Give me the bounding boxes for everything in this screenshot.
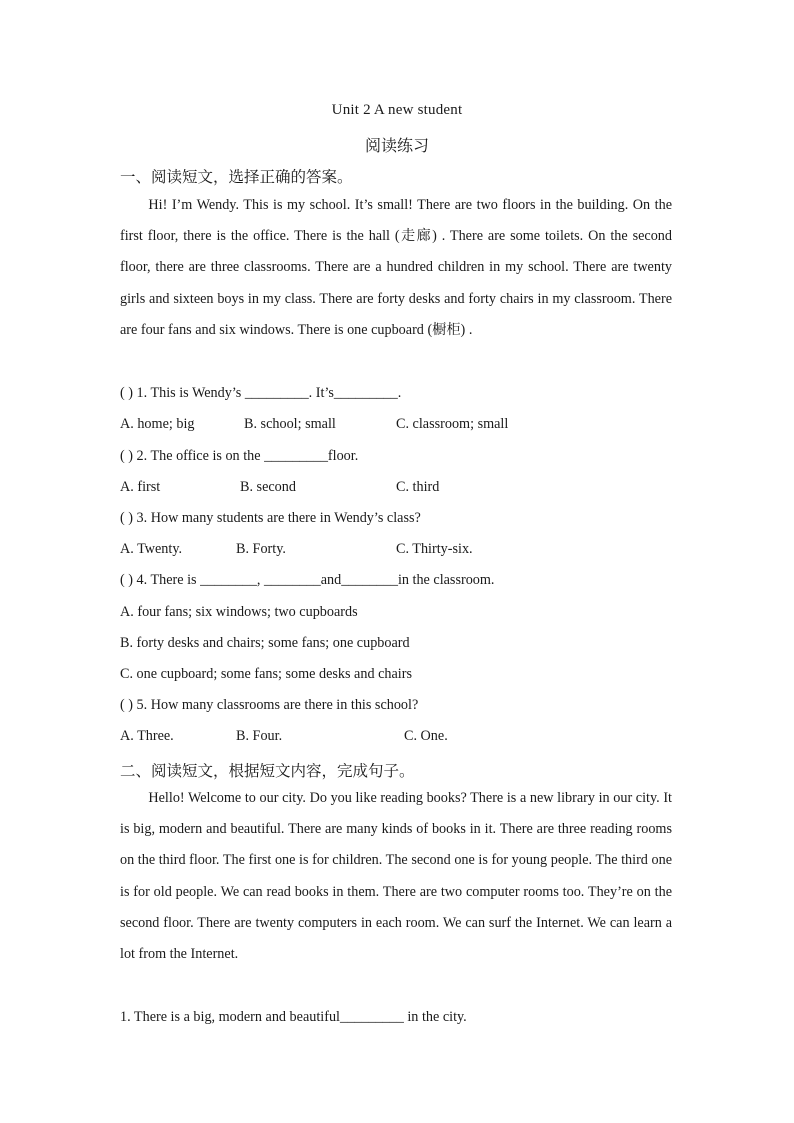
question-4-option-a: A. four fans; six windows; two cupboards <box>120 604 358 620</box>
question-3-option-a: A. Twenty. <box>120 541 183 557</box>
question-1-option-b: B. school; small <box>244 416 336 432</box>
page-title: Unit 2 A new student <box>331 102 463 118</box>
question-2-stem: ( ) 2. The office is on the _________floor. <box>120 448 359 464</box>
question-5-stem: ( ) 5. How many classrooms are there in this school? <box>120 697 419 713</box>
question-4-option-b: B. forty desks and chairs; some fans; one cupboard <box>120 635 410 651</box>
section-1-passage: Hi! I’m Wendy. This is my school. It’s small! There are two floors in the building. On the first floor, there is the office. There is the hall (走廊) . There are some toilets. On the second floor, there are three classrooms. There are a hundred children in my school. There are twenty girls and sixteen boys in my class. There are forty desks and forty chairs in my classroom. There are four fans and six windows. There is one cupboard (橱柜) . <box>120 197 672 338</box>
question-3-stem: ( ) 3. How many students are there in Wendy’s class? <box>120 510 421 526</box>
question-1-stem: ( ) 1. This is Wendy’s _________. It’s_________. <box>120 385 402 401</box>
question-1-option-c: C. classroom; small <box>396 416 509 432</box>
section-2-sentence-1: 1. There is a big, modern and beautiful_________ in the city. <box>120 1009 467 1025</box>
section-2-heading: 二、阅读短文，根据短文内容，完成句子。 <box>120 762 415 780</box>
section-2-passage: Hello! Welcome to our city. Do you like reading books? There is a new library in our city. It is big, modern and beautiful. There are many kinds of books in it. There are three reading rooms on the third floor. The first one is for children. The second one is for young people. The third one is for old people. We can read books in them. There are two computer rooms too. They’re on the second floor. There are twenty computers in each room. We can surf the Internet. We can learn a lot from the Internet. <box>120 790 672 963</box>
question-2-option-b: B. second <box>240 479 296 495</box>
question-2-option-a: A. first <box>120 479 161 495</box>
page-subtitle: 阅读练习 <box>364 136 429 155</box>
question-2-option-c: C. third <box>396 479 440 495</box>
section-1-heading: 一、阅读短文，选择正确的答案。 <box>120 168 353 186</box>
question-3-option-b: B. Forty. <box>236 541 286 557</box>
question-5-option-a: A. Three. <box>120 728 174 744</box>
question-3-option-c: C. Thirty-six. <box>396 541 473 557</box>
question-4-option-c: C. one cupboard; some fans; some desks and chairs <box>120 666 412 682</box>
question-1-option-a: A. home; big <box>120 416 195 432</box>
question-5-option-c: C. One. <box>404 728 448 744</box>
question-4-stem: ( ) 4. There is ________, ________and________in the classroom. <box>120 572 495 588</box>
question-5-option-b: B. Four. <box>236 728 283 744</box>
